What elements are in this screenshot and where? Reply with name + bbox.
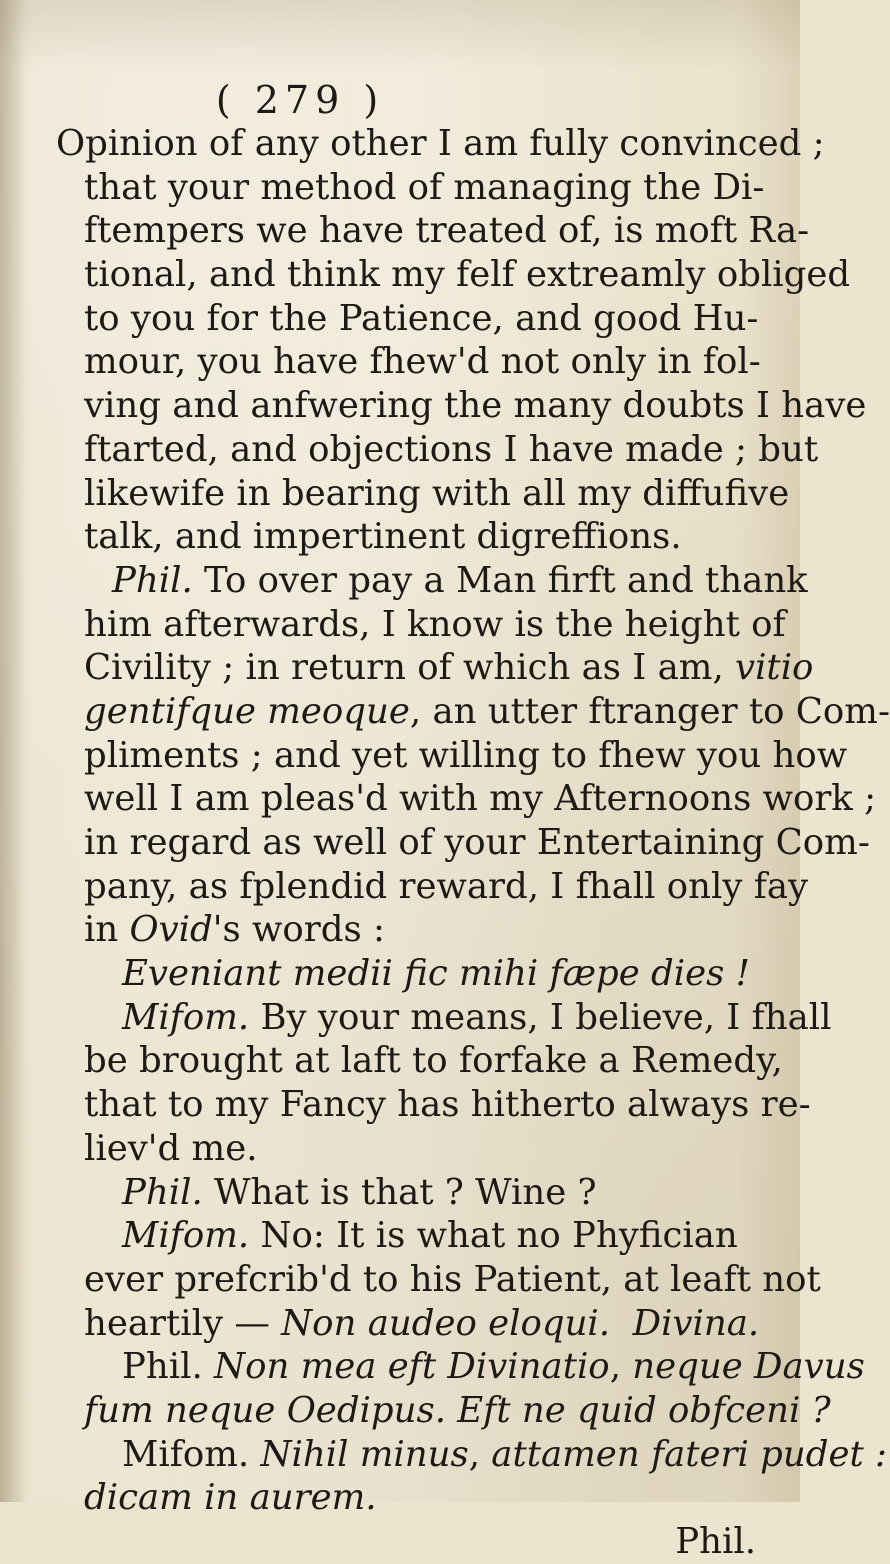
dialogue-text: Civility ; in return of which as I am, (84, 647, 736, 689)
speaker-name: Mifom. (122, 1433, 250, 1475)
dialogue-line (56, 1345, 865, 1389)
text-line: Opinion of any other I am fully convinced ; (56, 123, 825, 164)
latin-phrase: fum neque Oedipus. Eft ne quid obfceni ? (84, 1389, 831, 1431)
dialogue-text: , an utter ftranger to Com- (409, 690, 890, 732)
text-line: likewife in bearing with all my diffufive (84, 472, 790, 514)
latin-phrase: Nihil minus (249, 1433, 469, 1475)
text-line: ever prefcrib'd to his Patient, at leaft not (84, 1258, 821, 1300)
spacer (610, 1303, 633, 1344)
text-line: to you for the Patience, and good Hu- (84, 297, 759, 339)
dialogue-line (56, 1433, 887, 1477)
latin-phrase: Non mea eft Divinatio (202, 1346, 610, 1388)
dialogue-line (56, 559, 808, 603)
text-line: talk, and impertinent digreffions. (84, 516, 682, 558)
text-line: tional, and think my felf extreamly obliged (84, 254, 851, 296)
speaker-name: Mifom. (122, 996, 250, 1038)
latin-phrase: Non audeo eloqui. (281, 1302, 611, 1344)
dialogue-text: No: It is what no Phyfician (249, 1215, 738, 1257)
dialogue-text: What is that ? Wine ? (202, 1171, 597, 1213)
text-line: pliments ; and yet willing to fhew you how (84, 734, 848, 776)
text-line: in regard as well of your Entertaining Com- (84, 822, 870, 863)
text-line (56, 690, 890, 734)
speaker-name: Mifom. (122, 1215, 250, 1257)
dialogue-text: heartily — (84, 1302, 282, 1344)
text-line (56, 1302, 776, 1346)
text-line: that your method of managing the Di- (84, 166, 765, 208)
text-line: ving and anfwering the many doubts I have (84, 385, 867, 427)
dialogue-text: 's words : (212, 909, 385, 951)
text-line: well I am pleas'd with my Afternoons work ; (84, 778, 877, 820)
speaker-name: Phil. (122, 1346, 203, 1388)
catchword: Phil. (675, 1521, 756, 1562)
dialogue-text: , (609, 1346, 633, 1388)
dialogue-text: To over pay a Man firft and thank (192, 559, 808, 601)
dialogue-text: By your means, I believe, I fhall (249, 996, 832, 1038)
latin-phrase: Divina. (632, 1302, 760, 1344)
latin-phrase: dicam in aurem. (84, 1477, 377, 1519)
text-line: ftempers we have treated of, is moft Ra- (84, 210, 810, 252)
text-line (56, 1476, 776, 1520)
speaker-name: Phil. (122, 1171, 203, 1213)
text-line: ftarted, and objections I have made ; but (84, 428, 819, 470)
latin-phrase: vitio (735, 647, 814, 689)
text-line: pany, as fplendid reward, I fhall only fay (84, 865, 809, 907)
text-line: liev'd me. (84, 1127, 258, 1169)
speaker-name: Phil. (112, 559, 193, 601)
text-line: be brought at laft to forfake a Remedy, (84, 1040, 783, 1082)
text-line: mour, you have fhew'd not only in fol- (84, 341, 761, 383)
text-line: that to my Fancy has hitherto always re- (84, 1084, 811, 1126)
dialogue-text: in (84, 909, 130, 951)
dialogue-line (56, 1214, 776, 1258)
dialogue-line (56, 996, 832, 1040)
page-body (56, 122, 890, 1564)
latin-verse: Eveniant medii fic mihi fæpe dies ! (122, 953, 750, 995)
latin-phrase: attamen fateri pudet : (491, 1433, 887, 1475)
text-line: him afterwards, I know is the height of (84, 603, 786, 645)
latin-phrase: gentifque meoque (84, 690, 410, 732)
text-line (56, 1389, 831, 1433)
text-line (56, 908, 776, 952)
text-line (56, 646, 814, 690)
verse-quote (56, 952, 776, 996)
page-number: ( 279 ) (215, 78, 385, 122)
latin-phrase: neque Davus (632, 1346, 865, 1388)
dialogue-text: , (468, 1433, 492, 1475)
author-name: Ovid (129, 909, 213, 951)
dialogue-line (56, 1171, 776, 1215)
